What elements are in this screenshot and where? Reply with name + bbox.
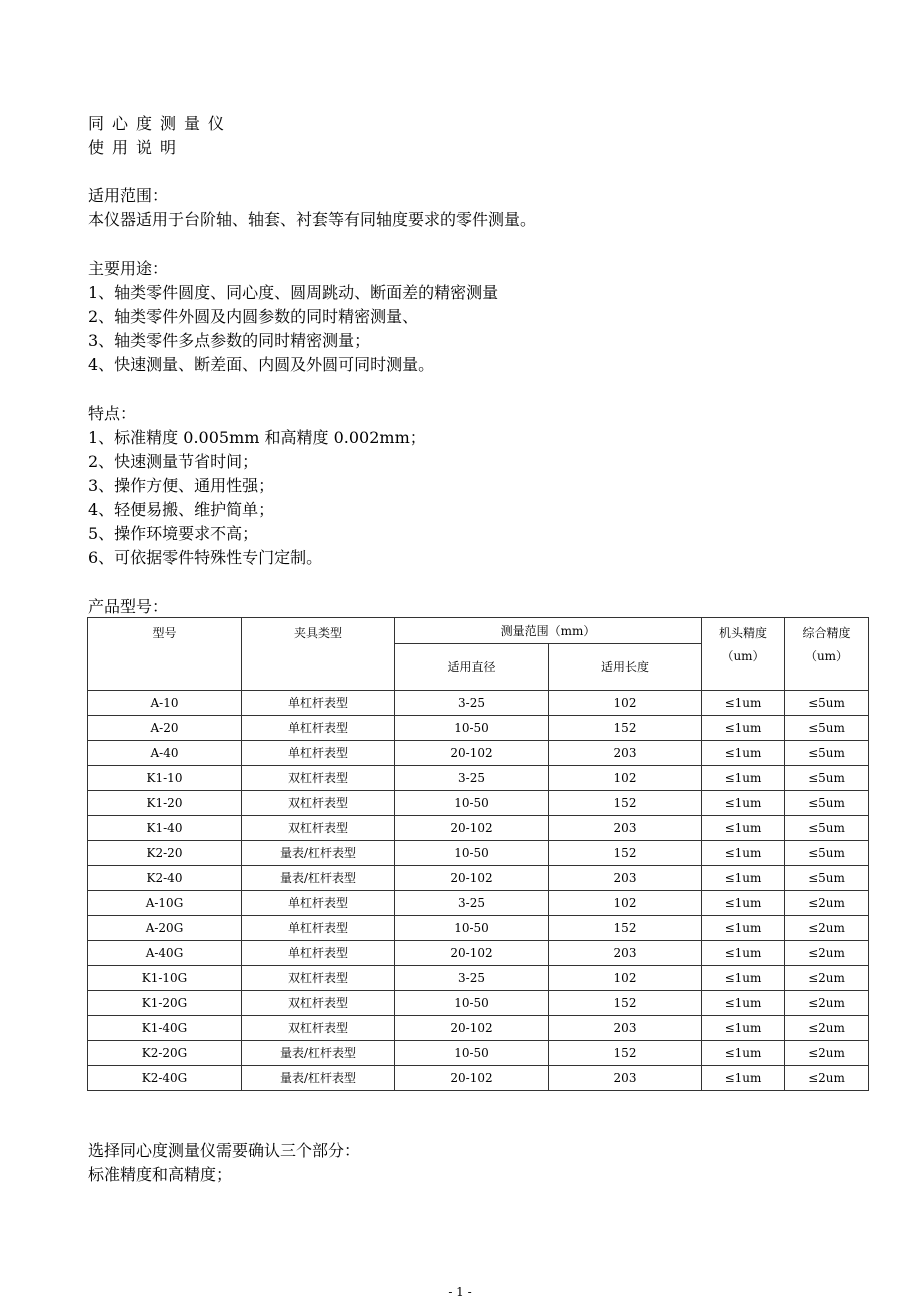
cell-total-precision: ≤2um xyxy=(785,1041,869,1066)
uses-item: 4、快速测量、断差面、内圆及外圆可同时测量。 xyxy=(88,355,435,374)
cell-length: 152 xyxy=(549,791,702,816)
features-item: 2、快速测量节省时间； xyxy=(88,452,259,471)
cell-head-precision: ≤1um xyxy=(702,1041,785,1066)
table-row xyxy=(88,791,869,816)
cell-fixture: 单杠杆表型 xyxy=(242,891,395,916)
cell-diameter: 3-25 xyxy=(395,966,549,991)
table-row xyxy=(88,716,869,741)
cell-fixture: 双杠杆表型 xyxy=(242,766,395,791)
cell-head-precision: ≤1um xyxy=(702,1066,785,1091)
cell-diameter: 3-25 xyxy=(395,891,549,916)
cell-head-precision: ≤1um xyxy=(702,841,785,866)
cell-total-precision: ≤2um xyxy=(785,916,869,941)
table-row xyxy=(88,916,869,941)
cell-model: A-40 xyxy=(88,741,242,766)
doc-subtitle: 使用说明 xyxy=(88,138,185,157)
cell-head-precision: ≤1um xyxy=(702,691,785,716)
cell-fixture: 双杠杆表型 xyxy=(242,1016,395,1041)
table-row xyxy=(88,966,869,991)
header-total-precision-label: 综合精度 xyxy=(802,626,851,640)
cell-total-precision: ≤2um xyxy=(785,1066,869,1091)
cell-length: 203 xyxy=(549,1066,702,1091)
cell-total-precision: ≤5um xyxy=(785,716,869,741)
cell-model: K2-20G xyxy=(88,1041,242,1066)
cell-model: A-40G xyxy=(88,941,242,966)
cell-total-precision: ≤2um xyxy=(785,1016,869,1041)
table-row xyxy=(88,741,869,766)
cell-diameter: 3-25 xyxy=(395,691,549,716)
cell-head-precision: ≤1um xyxy=(702,816,785,841)
cell-length: 102 xyxy=(549,766,702,791)
features-item: 5、操作环境要求不高； xyxy=(88,524,259,543)
table-row xyxy=(88,991,869,1016)
cell-length: 203 xyxy=(549,941,702,966)
table-row xyxy=(88,816,869,841)
cell-model: A-10G xyxy=(88,891,242,916)
cell-fixture: 量表/杠杆表型 xyxy=(242,1041,395,1066)
cell-fixture: 双杠杆表型 xyxy=(242,966,395,991)
cell-length: 203 xyxy=(549,866,702,891)
selection-text: 选择同心度测量仪需要确认三个部分： xyxy=(88,1141,361,1160)
cell-fixture: 双杠杆表型 xyxy=(242,816,395,841)
cell-model: K2-40 xyxy=(88,866,242,891)
header-head-precision xyxy=(702,618,785,691)
uses-item: 2、轴类零件外圆及内圆参数的同时精密测量、 xyxy=(88,307,419,326)
cell-model: A-20 xyxy=(88,716,242,741)
cell-diameter: 20-102 xyxy=(395,816,549,841)
table-row xyxy=(88,766,869,791)
header-model: 型号 xyxy=(88,618,242,691)
cell-total-precision: ≤5um xyxy=(785,741,869,766)
cell-model: K1-10G xyxy=(88,966,242,991)
cell-head-precision: ≤1um xyxy=(702,941,785,966)
header-total-precision-unit: （um） xyxy=(804,649,849,663)
cell-length: 152 xyxy=(549,916,702,941)
cell-head-precision: ≤1um xyxy=(702,866,785,891)
page-number: - 1 - xyxy=(448,1285,472,1299)
cell-model: K1-40G xyxy=(88,1016,242,1041)
cell-diameter: 20-102 xyxy=(395,741,549,766)
cell-head-precision: ≤1um xyxy=(702,891,785,916)
cell-fixture: 双杠杆表型 xyxy=(242,791,395,816)
cell-diameter: 20-102 xyxy=(395,1016,549,1041)
cell-model: K1-10 xyxy=(88,766,242,791)
uses-item: 1、轴类零件圆度、同心度、圆周跳动、断面差的精密测量 xyxy=(88,283,499,302)
cell-total-precision: ≤2um xyxy=(785,891,869,916)
cell-head-precision: ≤1um xyxy=(702,791,785,816)
cell-total-precision: ≤5um xyxy=(785,816,869,841)
cell-total-precision: ≤2um xyxy=(785,991,869,1016)
header-head-precision-label: 机头精度 xyxy=(719,626,768,640)
header-head-precision-unit: （um） xyxy=(721,649,765,663)
header-total-precision xyxy=(785,618,869,691)
cell-model: K2-40G xyxy=(88,1066,242,1091)
cell-model: K2-20 xyxy=(88,841,242,866)
models-table xyxy=(87,617,869,1091)
cell-fixture: 量表/杠杆表型 xyxy=(242,866,395,891)
cell-length: 102 xyxy=(549,966,702,991)
cell-head-precision: ≤1um xyxy=(702,916,785,941)
header-length: 适用长度 xyxy=(549,644,702,691)
selection-item: 标准精度和高精度； xyxy=(88,1165,233,1184)
cell-head-precision: ≤1um xyxy=(702,966,785,991)
cell-length: 102 xyxy=(549,691,702,716)
cell-head-precision: ≤1um xyxy=(702,991,785,1016)
cell-diameter: 20-102 xyxy=(395,1066,549,1091)
header-fixture: 夹具类型 xyxy=(242,618,395,691)
cell-fixture: 单杠杆表型 xyxy=(242,691,395,716)
cell-length: 102 xyxy=(549,891,702,916)
cell-fixture: 量表/杠杆表型 xyxy=(242,841,395,866)
cell-model: A-20G xyxy=(88,916,242,941)
cell-diameter: 20-102 xyxy=(395,941,549,966)
scope-heading: 适用范围： xyxy=(88,186,169,205)
cell-diameter: 20-102 xyxy=(395,866,549,891)
cell-head-precision: ≤1um xyxy=(702,741,785,766)
cell-length: 152 xyxy=(549,991,702,1016)
cell-fixture: 单杠杆表型 xyxy=(242,916,395,941)
cell-diameter: 10-50 xyxy=(395,916,549,941)
cell-total-precision: ≤5um xyxy=(785,866,869,891)
cell-length: 152 xyxy=(549,1041,702,1066)
table-row xyxy=(88,691,869,716)
features-item: 6、可依据零件特殊性专门定制。 xyxy=(88,548,323,567)
table-row xyxy=(88,866,869,891)
cell-length: 203 xyxy=(549,741,702,766)
cell-head-precision: ≤1um xyxy=(702,1016,785,1041)
cell-fixture: 双杠杆表型 xyxy=(242,991,395,1016)
uses-heading: 主要用途： xyxy=(88,259,169,278)
cell-fixture: 量表/杠杆表型 xyxy=(242,1066,395,1091)
cell-head-precision: ≤1um xyxy=(702,716,785,741)
cell-fixture: 单杠杆表型 xyxy=(242,716,395,741)
features-item: 4、轻便易搬、维护简单； xyxy=(88,500,275,519)
table-row xyxy=(88,1066,869,1091)
table-row xyxy=(88,1041,869,1066)
cell-total-precision: ≤5um xyxy=(785,766,869,791)
cell-length: 203 xyxy=(549,816,702,841)
cell-model: K1-40 xyxy=(88,816,242,841)
cell-diameter: 10-50 xyxy=(395,791,549,816)
cell-length: 152 xyxy=(549,716,702,741)
cell-total-precision: ≤2um xyxy=(785,941,869,966)
table-row xyxy=(88,891,869,916)
header-range: 测量范围（mm） xyxy=(395,618,702,644)
cell-model: K1-20 xyxy=(88,791,242,816)
cell-total-precision: ≤5um xyxy=(785,691,869,716)
cell-model: A-10 xyxy=(88,691,242,716)
cell-fixture: 单杠杆表型 xyxy=(242,941,395,966)
cell-diameter: 10-50 xyxy=(395,991,549,1016)
table-row xyxy=(88,1016,869,1041)
cell-total-precision: ≤2um xyxy=(785,966,869,991)
cell-total-precision: ≤5um xyxy=(785,791,869,816)
doc-title: 同心度测量仪 xyxy=(88,114,233,133)
table-row xyxy=(88,841,869,866)
features-heading: 特点： xyxy=(88,404,137,423)
cell-length: 152 xyxy=(549,841,702,866)
cell-diameter: 10-50 xyxy=(395,716,549,741)
models-heading: 产品型号： xyxy=(88,597,169,616)
uses-item: 3、轴类零件多点参数的同时精密测量； xyxy=(88,331,371,350)
cell-diameter: 3-25 xyxy=(395,766,549,791)
cell-fixture: 单杠杆表型 xyxy=(242,741,395,766)
scope-text: 本仪器适用于台阶轴、轴套、衬套等有同轴度要求的零件测量。 xyxy=(88,210,537,229)
cell-total-precision: ≤5um xyxy=(785,841,869,866)
features-item: 1、标准精度 0.005mm 和高精度 0.002mm； xyxy=(88,428,426,447)
cell-diameter: 10-50 xyxy=(395,1041,549,1066)
cell-head-precision: ≤1um xyxy=(702,766,785,791)
cell-model: K1-20G xyxy=(88,991,242,1016)
features-item: 3、操作方便、通用性强； xyxy=(88,476,275,495)
cell-length: 203 xyxy=(549,1016,702,1041)
cell-diameter: 10-50 xyxy=(395,841,549,866)
table-row xyxy=(88,941,869,966)
header-diameter: 适用直径 xyxy=(395,644,549,691)
